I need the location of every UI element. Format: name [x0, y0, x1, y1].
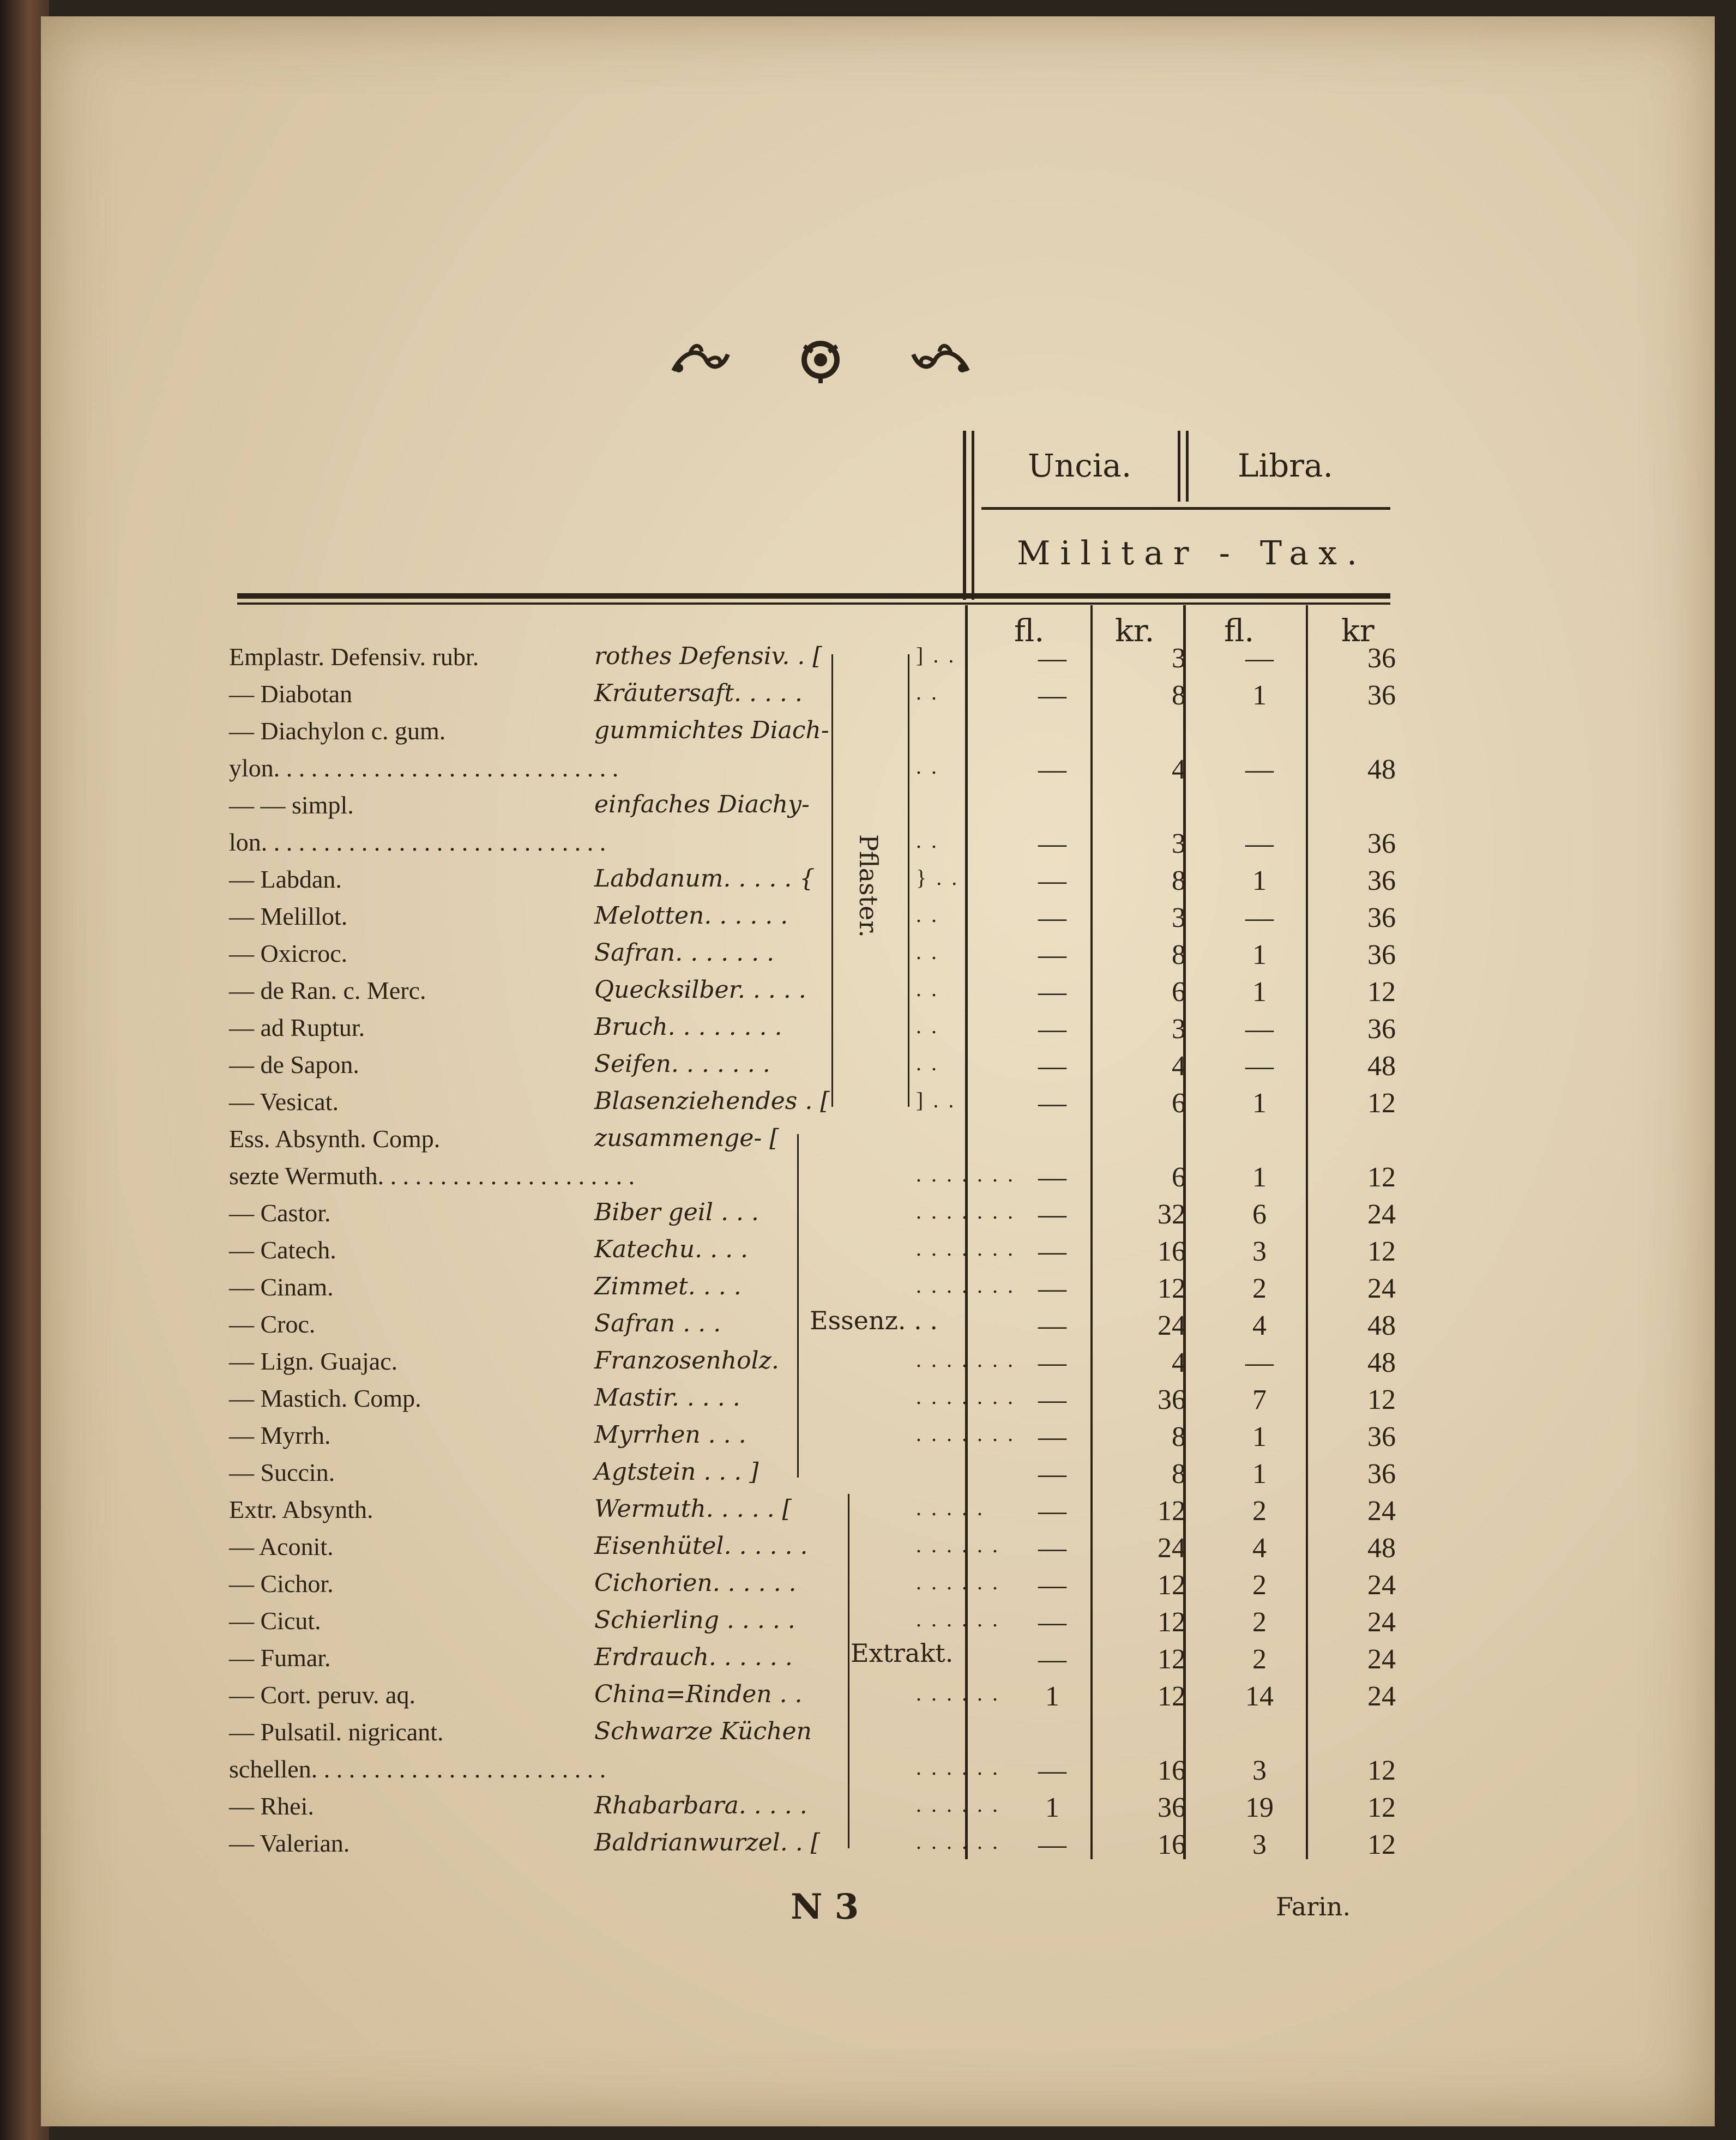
subcol-uncia-fl: fl.: [1014, 613, 1045, 649]
uncia-kr-value: 32: [1158, 1199, 1186, 1230]
libra-fl-value: 3: [1252, 1236, 1267, 1267]
table-row: [229, 1124, 1396, 1161]
leader-dots: . .: [916, 1051, 939, 1075]
leader-dots: . . . . . . .: [916, 1273, 1015, 1298]
libra-kr-value: 36: [1367, 643, 1396, 674]
table-row: [229, 1273, 1396, 1310]
table-row: [229, 1235, 1396, 1273]
libra-fl-value: 4: [1252, 1533, 1267, 1564]
libra-kr-value: 36: [1367, 680, 1396, 711]
uncia-fl-value: —: [1038, 680, 1066, 711]
libra-kr-value: 24: [1367, 1607, 1396, 1638]
libra-fl-value: 2: [1252, 1644, 1267, 1675]
german-name: Biber geil . . .: [594, 1198, 759, 1226]
uncia-kr-value: 3: [1172, 643, 1186, 674]
table-row: [229, 1198, 1396, 1235]
libra-fl-value: 14: [1245, 1681, 1274, 1712]
latin-name: — Catech.: [229, 1236, 336, 1264]
uncia-fl-value: —: [1038, 1310, 1066, 1341]
german-name: Kräutersaft. . . . .: [594, 679, 803, 707]
leader-dots: ] . .: [916, 1088, 956, 1112]
uncia-kr-value: 4: [1172, 1347, 1186, 1378]
left-leaf-ornament-icon: [668, 338, 733, 382]
header-left-double-rule-2: [972, 431, 974, 600]
table-row: [229, 716, 1396, 753]
table-row: [229, 1829, 1396, 1866]
leader-dots: . . . . . . .: [916, 1199, 1015, 1223]
table-row: [229, 828, 1396, 865]
uncia-fl-value: 1: [1045, 1681, 1059, 1712]
leader-dots: . .: [916, 828, 939, 853]
libra-kr-value: 36: [1367, 1014, 1396, 1045]
uncia-fl-value: —: [1038, 1421, 1066, 1452]
latin-name: — Cicut.: [229, 1607, 321, 1635]
table-row: [229, 976, 1396, 1013]
table-row: [229, 1643, 1396, 1680]
table-row: [229, 679, 1396, 716]
table-row: [229, 642, 1396, 679]
german-name: Cichorien. . . . . .: [594, 1569, 797, 1597]
latin-name: schellen. . . . . . . . . . . . . . . . . . . . . . . .: [229, 1755, 606, 1783]
uncia-fl-value: —: [1038, 865, 1066, 896]
latin-name: — — simpl.: [229, 791, 354, 819]
latin-name: — Valerian.: [229, 1829, 350, 1857]
right-leaf-ornament-icon: [908, 338, 973, 382]
libra-fl-value: 6: [1252, 1199, 1267, 1230]
german-name: Safran. . . . . . .: [594, 939, 775, 967]
uncia-fl-value: —: [1038, 1088, 1066, 1119]
uncia-fl-value: —: [1038, 1236, 1066, 1267]
german-name: rothes Defensiv. . [: [594, 642, 822, 670]
table-row: [229, 1087, 1396, 1124]
libra-kr-value: 12: [1367, 1236, 1396, 1267]
german-name: China=Rinden . .: [594, 1680, 803, 1708]
german-name: Eisenhütel. . . . . .: [594, 1532, 808, 1560]
libra-kr-value: 24: [1367, 1199, 1396, 1230]
libra-kr-value: 24: [1367, 1496, 1396, 1527]
german-name: Bruch. . . . . . . .: [594, 1013, 782, 1041]
german-name: Franzosenholz.: [594, 1347, 779, 1375]
german-name: Agtstein . . . ]: [594, 1458, 759, 1486]
latin-name: — Aconit.: [229, 1533, 334, 1560]
uncia-kr-value: 8: [1172, 680, 1186, 711]
latin-name: — de Ran. c. Merc.: [229, 976, 426, 1004]
header-ornament: [668, 335, 973, 384]
libra-kr-value: 36: [1367, 1458, 1396, 1490]
uncia-fl-value: —: [1038, 1755, 1066, 1786]
table-row: [229, 1421, 1396, 1458]
leader-dots: . .: [916, 680, 939, 704]
uncia-fl-value: —: [1038, 1533, 1066, 1564]
center-flower-ornament-icon: [796, 335, 845, 384]
leader-dots: . . . . . .: [916, 1570, 1000, 1594]
uncia-fl-value: —: [1038, 1644, 1066, 1675]
libra-kr-value: 24: [1367, 1273, 1396, 1304]
libra-fl-value: —: [1245, 828, 1274, 859]
german-name: Zimmet. . . .: [594, 1273, 742, 1300]
libra-kr-value: 24: [1367, 1681, 1396, 1712]
german-name: Safran . . .: [594, 1310, 721, 1337]
libra-fl-value: —: [1245, 643, 1274, 674]
libra-kr-value: 36: [1367, 939, 1396, 970]
table-row: [229, 753, 1396, 791]
leader-dots: . . . . . .: [916, 1607, 1000, 1631]
uncia-fl-value: —: [1038, 1162, 1066, 1193]
latin-name: — Cichor.: [229, 1570, 334, 1598]
uncia-fl-value: —: [1038, 1496, 1066, 1527]
german-name: Labdanum. . . . . {: [594, 865, 815, 893]
latin-name: Ess. Absynth. Comp.: [229, 1125, 441, 1153]
uncia-kr-value: 12: [1158, 1607, 1186, 1638]
table-row: [229, 1384, 1396, 1421]
table-row: [229, 1606, 1396, 1643]
uncia-kr-value: 12: [1158, 1570, 1186, 1601]
libra-fl-value: 2: [1252, 1570, 1267, 1601]
uncia-fl-value: —: [1038, 939, 1066, 970]
latin-name: — Cort. peruv. aq.: [229, 1681, 415, 1709]
german-name: Quecksilber. . . . .: [594, 976, 806, 1004]
uncia-kr-value: 3: [1172, 902, 1186, 933]
uncia-kr-value: 6: [1172, 976, 1186, 1008]
latin-name: — Croc.: [229, 1310, 316, 1338]
german-name: einfaches Diachy-: [594, 791, 810, 818]
uncia-kr-value: 8: [1172, 1421, 1186, 1452]
leader-dots: . . . . . .: [916, 1533, 1000, 1557]
table-row: [229, 1013, 1396, 1050]
libra-kr-value: 36: [1367, 902, 1396, 933]
table-row: [229, 902, 1396, 939]
header-left-double-rule: [963, 431, 966, 600]
uncia-kr-value: 36: [1158, 1792, 1186, 1823]
libra-kr-value: 12: [1367, 1829, 1396, 1860]
german-name: Blasenziehendes . [: [594, 1087, 830, 1115]
libra-fl-value: 4: [1252, 1310, 1267, 1341]
table-row: [229, 1717, 1396, 1755]
libra-kr-value: 12: [1367, 976, 1396, 1008]
latin-name: — Oxicroc.: [229, 939, 348, 967]
uncia-kr-value: 16: [1158, 1829, 1186, 1860]
leader-dots: ] . .: [916, 643, 956, 667]
uncia-kr-value: 8: [1172, 939, 1186, 970]
uncia-kr-value: 8: [1172, 1458, 1186, 1490]
german-name: Myrrhen . . .: [594, 1421, 746, 1449]
libra-fl-value: —: [1245, 1051, 1274, 1082]
libra-fl-value: 2: [1252, 1496, 1267, 1527]
leader-dots: . . . . . . .: [916, 1347, 1015, 1372]
uncia-kr-value: 3: [1172, 1014, 1186, 1045]
table-top-thin-rule: [237, 602, 1390, 605]
german-name: Schierling . . . . .: [594, 1606, 795, 1634]
uncia-fl-value: —: [1038, 1014, 1066, 1045]
latin-name: Extr. Absynth.: [229, 1496, 373, 1523]
uncia-kr-value: 6: [1172, 1088, 1186, 1119]
libra-kr-value: 24: [1367, 1644, 1396, 1675]
german-name: Melotten. . . . . .: [594, 902, 788, 930]
uncia-fl-value: —: [1038, 1384, 1066, 1415]
libra-fl-value: —: [1245, 754, 1274, 785]
uncia-kr-value: 16: [1158, 1236, 1186, 1267]
latin-name: — Fumar.: [229, 1644, 331, 1672]
leader-dots: . . . . . .: [916, 1792, 1000, 1817]
libra-fl-value: 19: [1245, 1792, 1274, 1823]
latin-name: — Myrrh.: [229, 1421, 331, 1449]
uncia-fl-value: —: [1038, 1051, 1066, 1082]
table-row: [229, 1050, 1396, 1087]
military-tax-heading: Militar - Tax.: [1017, 534, 1367, 572]
leader-dots: . .: [916, 1014, 939, 1038]
table-row: [229, 1347, 1396, 1384]
table-top-thick-rule: [237, 593, 1390, 599]
latin-name: — Mastich. Comp.: [229, 1384, 421, 1412]
libra-fl-value: 1: [1252, 939, 1267, 970]
col-libra-heading: Libra.: [1238, 447, 1333, 484]
libra-fl-value: 1: [1252, 1421, 1267, 1452]
latin-name: — de Sapon.: [229, 1051, 359, 1078]
libra-kr-value: 12: [1367, 1792, 1396, 1823]
leader-dots: . . . . . . .: [916, 1421, 1015, 1446]
latin-name: Emplastr. Defensiv. rubr.: [229, 643, 479, 671]
libra-fl-value: 1: [1252, 1162, 1267, 1193]
libra-fl-value: —: [1245, 1014, 1274, 1045]
uncia-fl-value: —: [1038, 1607, 1066, 1638]
libra-fl-value: 1: [1252, 976, 1267, 1008]
table-row: [229, 1161, 1396, 1198]
uncia-fl-value: —: [1038, 828, 1066, 859]
uncia-kr-value: 36: [1158, 1384, 1186, 1415]
table-row: [229, 939, 1396, 976]
leader-dots: . . . . . . .: [916, 1236, 1015, 1261]
uncia-kr-value: 12: [1158, 1644, 1186, 1675]
uncia-kr-value: 6: [1172, 1162, 1186, 1193]
table-row: [229, 1310, 1396, 1347]
latin-name: ylon. . . . . . . . . . . . . . . . . . . . . . . . . . . .: [229, 754, 619, 782]
latin-name: — Cinam.: [229, 1273, 334, 1301]
uncia-fl-value: —: [1038, 1199, 1066, 1230]
latin-name: — Succin.: [229, 1458, 335, 1486]
table-row: [229, 1755, 1396, 1792]
libra-fl-value: 3: [1252, 1829, 1267, 1860]
libra-fl-value: 3: [1252, 1755, 1267, 1786]
header-mid-double-rule-2: [1186, 431, 1189, 502]
group-label-extrakt: Extrakt.: [851, 1638, 954, 1668]
libra-fl-value: 1: [1252, 1088, 1267, 1119]
uncia-fl-value: —: [1038, 643, 1066, 674]
libra-kr-value: 12: [1367, 1162, 1396, 1193]
german-name: Erdrauch. . . . . .: [594, 1643, 793, 1671]
leader-dots: . . . . . . .: [916, 1384, 1015, 1409]
catchword: Farin.: [1276, 1892, 1351, 1921]
subcol-uncia-kr: kr.: [1115, 613, 1155, 649]
leader-dots: . . . . . .: [916, 1829, 1000, 1854]
german-name: Rhabarbara. . . . .: [594, 1792, 807, 1819]
libra-kr-value: 48: [1367, 1347, 1396, 1378]
libra-fl-value: 2: [1252, 1273, 1267, 1304]
latin-name: — Vesicat.: [229, 1088, 339, 1116]
leader-dots: . . . . . .: [916, 1755, 1000, 1780]
group-label-essenz: Essenz. . .: [810, 1306, 938, 1335]
latin-name: lon. . . . . . . . . . . . . . . . . . . . . . . . . . . .: [229, 828, 606, 856]
libra-kr-value: 48: [1367, 1051, 1396, 1082]
uncia-kr-value: 12: [1158, 1681, 1186, 1712]
libra-fl-value: 1: [1252, 680, 1267, 711]
latin-name: — ad Ruptur.: [229, 1014, 365, 1041]
subcol-libra-kr: kr: [1341, 613, 1375, 649]
german-name: Seifen. . . . . . .: [594, 1050, 770, 1078]
libra-kr-value: 36: [1367, 865, 1396, 896]
uncia-kr-value: 3: [1172, 828, 1186, 859]
libra-fl-value: 2: [1252, 1607, 1267, 1638]
libra-fl-value: —: [1245, 1347, 1274, 1378]
libra-kr-value: 36: [1367, 828, 1396, 859]
leader-dots: } . .: [916, 865, 960, 890]
libra-kr-value: 12: [1367, 1755, 1396, 1786]
latin-name: — Labdan.: [229, 865, 342, 893]
uncia-kr-value: 12: [1158, 1496, 1186, 1527]
latin-name: — Pulsatil. nigricant.: [229, 1718, 444, 1746]
german-name: Schwarze Küchen: [594, 1717, 812, 1745]
uncia-fl-value: —: [1038, 754, 1066, 785]
leader-dots: . . . . . . .: [916, 1162, 1015, 1186]
german-name: Katechu. . . .: [594, 1235, 749, 1263]
libra-kr-value: 12: [1367, 1088, 1396, 1119]
table-row: [229, 1532, 1396, 1569]
libra-fl-value: 7: [1252, 1384, 1267, 1415]
uncia-kr-value: 16: [1158, 1755, 1186, 1786]
group-label-pflaster: Pflaster.: [854, 834, 883, 938]
german-name: gummichtes Diach-: [594, 716, 829, 744]
uncia-fl-value: —: [1038, 1458, 1066, 1490]
table-row: [229, 1569, 1396, 1606]
uncia-fl-value: —: [1038, 1829, 1066, 1860]
libra-kr-value: 48: [1367, 1533, 1396, 1564]
table-row: [229, 1495, 1396, 1532]
libra-kr-value: 24: [1367, 1570, 1396, 1601]
page-signature: N 3: [791, 1886, 859, 1927]
libra-kr-value: 48: [1367, 1310, 1396, 1341]
latin-name: — Diachylon c. gum.: [229, 717, 446, 745]
libra-kr-value: 36: [1367, 1421, 1396, 1452]
latin-name: — Castor.: [229, 1199, 331, 1227]
leader-dots: . .: [916, 754, 939, 779]
header-mid-double-rule: [1178, 431, 1180, 502]
libra-kr-value: 48: [1367, 754, 1396, 785]
leader-dots: . .: [916, 939, 939, 964]
uncia-kr-value: 4: [1172, 1051, 1186, 1082]
german-name: zusammenge- [: [594, 1124, 779, 1152]
leader-dots: . .: [916, 902, 939, 927]
uncia-fl-value: —: [1038, 902, 1066, 933]
table-row: [229, 865, 1396, 902]
uncia-fl-value: —: [1038, 1273, 1066, 1304]
header-rule-under-units: [981, 507, 1390, 510]
leader-dots: . . . . .: [916, 1496, 985, 1520]
libra-kr-value: 12: [1367, 1384, 1396, 1415]
uncia-kr-value: 12: [1158, 1273, 1186, 1304]
uncia-fl-value: —: [1038, 1347, 1066, 1378]
uncia-fl-value: 1: [1045, 1792, 1059, 1823]
table-row: [229, 791, 1396, 828]
uncia-kr-value: 8: [1172, 865, 1186, 896]
leader-dots: . .: [916, 976, 939, 1001]
german-name: Wermuth. . . . . [: [594, 1495, 792, 1523]
latin-name: — Lign. Guajac.: [229, 1347, 398, 1375]
german-name: Baldrianwurzel. . [: [594, 1829, 820, 1856]
libra-fl-value: —: [1245, 902, 1274, 933]
latin-name: — Melillot.: [229, 902, 348, 930]
uncia-kr-value: 4: [1172, 754, 1186, 785]
uncia-fl-value: —: [1038, 976, 1066, 1008]
table-row: [229, 1458, 1396, 1495]
latin-name: sezte Wermuth. . . . . . . . . . . . . . . . . . . . .: [229, 1162, 635, 1190]
uncia-fl-value: —: [1038, 1570, 1066, 1601]
table-row: [229, 1792, 1396, 1829]
latin-name: — Rhei.: [229, 1792, 314, 1820]
leader-dots: . . . . . .: [916, 1681, 1000, 1705]
uncia-kr-value: 24: [1158, 1533, 1186, 1564]
latin-name: — Diabotan: [229, 680, 353, 708]
libra-fl-value: 1: [1252, 1458, 1267, 1490]
table-row: [229, 1680, 1396, 1717]
german-name: Mastir. . . . .: [594, 1384, 740, 1412]
subcol-libra-fl: fl.: [1224, 613, 1255, 649]
col-uncia-heading: Uncia.: [1028, 447, 1132, 484]
uncia-kr-value: 24: [1158, 1310, 1186, 1341]
libra-fl-value: 1: [1252, 865, 1267, 896]
